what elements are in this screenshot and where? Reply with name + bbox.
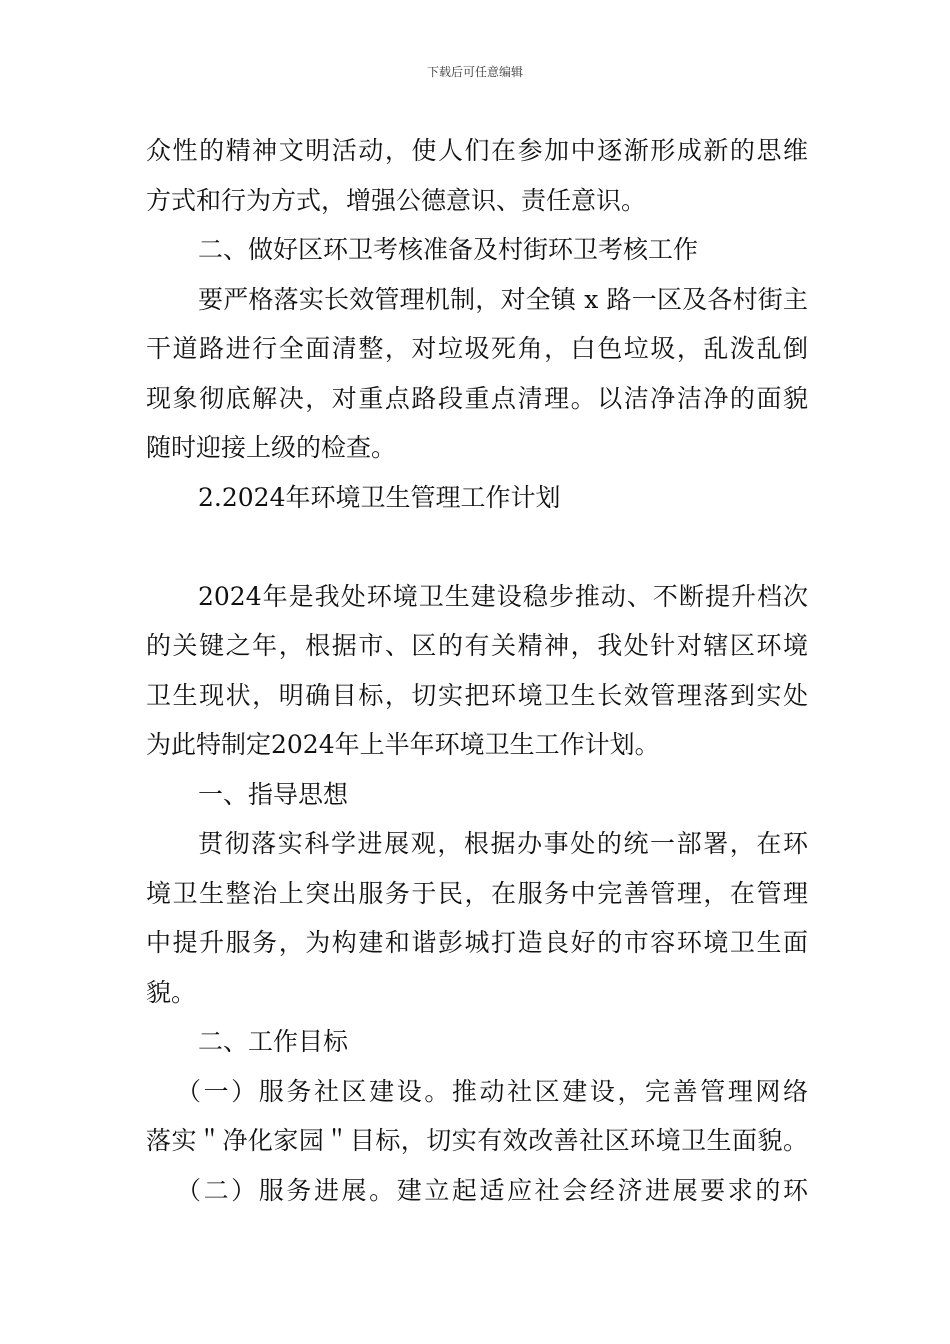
body-line-10: 2024年是我处环境卫生建设稳步推动、不断提升档次	[198, 581, 808, 611]
page-header-note: 下载后可任意编辑	[426, 65, 523, 79]
body-line-17: 中提升服务，为构建和谐彭城打造良好的市容环境卫生面	[146, 928, 808, 957]
body-line-22: （二）服务进展。建立起适应社会经济进展要求的环	[176, 1175, 808, 1205]
body-line-1: 众性的精神文明活动，使人们在参加中逐渐形成新的思维	[146, 136, 808, 165]
body-line-15: 贯彻落实科学进展观，根据办事处的统一部署，在环	[198, 829, 808, 858]
section-heading-work-goals: 二、工作目标	[198, 1027, 349, 1056]
body-line-6: 现象彻底解决，对重点路段重点清理。以洁净洁净的面貌	[146, 383, 808, 413]
body-line-13: 为此特制定2024年上半年环境卫生工作计划。	[146, 730, 660, 759]
body-line-5: 干道路进行全面清整，对垃圾死角，白色垃圾，乱泼乱倒	[146, 334, 808, 363]
body-line-7: 随时迎接上级的检查。	[146, 433, 397, 462]
blank-line	[146, 522, 808, 572]
document-subtitle: 2.2024年环境卫生管理工作计划	[198, 482, 561, 512]
body-line-21: 落实＂净化家园＂目标，切实有效改善社区环境卫生面貌。	[146, 1126, 808, 1155]
body-line-11: 的关键之年，根据市、区的有关精神，我处针对辖区环境	[146, 631, 808, 660]
body-line-18: 貌。	[146, 977, 197, 1007]
body-line-12: 卫生现状，明确目标，切实把环境卫生长效管理落到实处	[146, 680, 808, 710]
body-line-16: 境卫生整治上突出服务于民，在服务中完善管理，在管理	[146, 878, 808, 908]
body-line-4: 要严格落实长效管理机制，对全镇 x 路一区及各村街主	[198, 284, 808, 314]
body-line-20: （一）服务社区建设。推动社区建设，完善管理网络	[176, 1076, 808, 1106]
section-heading-2: 二、做好区环卫考核准备及村街环卫考核工作	[198, 235, 699, 264]
document-body	[146, 126, 808, 1215]
body-line-2: 方式和行为方式，增强公德意识、责任意识。	[146, 185, 647, 215]
section-heading-guiding-thought: 一、指导思想	[198, 779, 349, 809]
